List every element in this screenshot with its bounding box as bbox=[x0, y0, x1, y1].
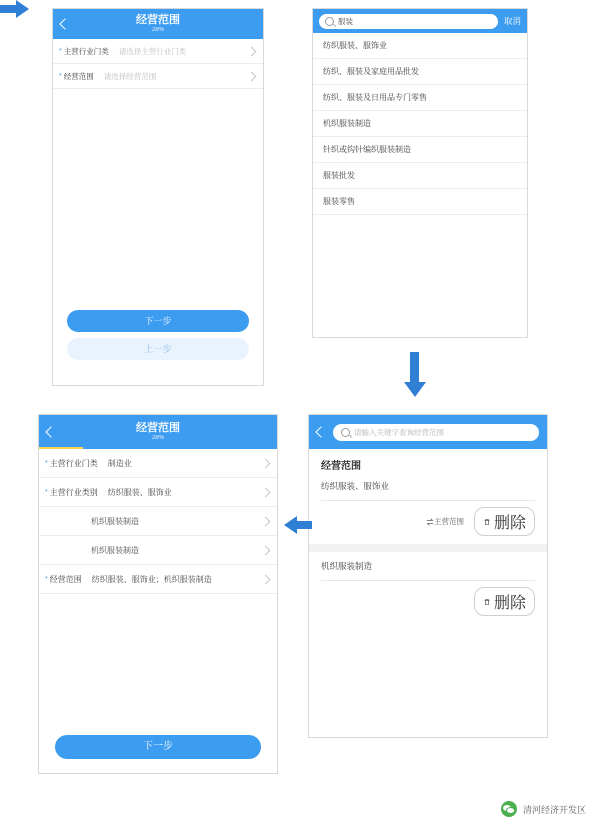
row-label: 主营行业门类 bbox=[63, 46, 109, 56]
row-value: 请选择主营行业门类 bbox=[118, 46, 187, 56]
row-value: 机织服装制造 bbox=[91, 545, 139, 555]
next-step-button[interactable]: 下一步 bbox=[55, 735, 261, 759]
footer-credit bbox=[501, 801, 586, 817]
search-cancel-button[interactable]: 取消 bbox=[503, 16, 521, 26]
list-item[interactable]: 服装零售 bbox=[313, 189, 527, 215]
back-chevron-icon[interactable] bbox=[317, 426, 329, 438]
form-row-industry-type[interactable] bbox=[39, 478, 277, 507]
list-item[interactable]: 纺织、服装及家庭用品批发 bbox=[313, 59, 527, 85]
delete-button[interactable] bbox=[474, 587, 535, 616]
delete-button[interactable] bbox=[474, 507, 535, 536]
back-chevron-icon[interactable] bbox=[61, 18, 73, 30]
footer-label: 清河经济开发区 bbox=[522, 804, 586, 815]
flow-arrow-left bbox=[282, 516, 312, 534]
row-label: 主营行业门类 bbox=[49, 458, 98, 468]
chevron-right-icon bbox=[261, 516, 271, 526]
chevron-right-icon bbox=[247, 46, 257, 56]
nav-search-bar bbox=[309, 415, 547, 449]
chevron-right-icon bbox=[247, 71, 257, 81]
trash-icon bbox=[483, 598, 491, 606]
search-icon bbox=[341, 428, 350, 437]
screen-scope-editor bbox=[308, 414, 548, 738]
page-title: 经营范围 bbox=[136, 14, 180, 27]
form-rows bbox=[39, 449, 277, 594]
chevron-right-icon bbox=[261, 545, 271, 555]
action-label: 主营范围 bbox=[433, 517, 464, 526]
required-marker: * bbox=[59, 72, 62, 80]
search-input[interactable] bbox=[319, 14, 498, 29]
required-marker: * bbox=[59, 47, 62, 55]
form-row-business-scope[interactable] bbox=[39, 565, 277, 594]
trash-icon bbox=[483, 518, 491, 526]
required-marker: * bbox=[45, 575, 48, 583]
page-title: 经营范围 bbox=[136, 422, 180, 435]
list-item[interactable]: 纺织、服装及日用品专门零售 bbox=[313, 85, 527, 111]
row-label: 主营行业类别 bbox=[49, 487, 98, 497]
scope-entry-2 bbox=[309, 552, 547, 580]
search-result-list bbox=[313, 33, 527, 215]
form-row-subcategory-1[interactable] bbox=[39, 507, 277, 536]
nav-bar bbox=[53, 9, 263, 39]
screen-search-results bbox=[312, 8, 528, 338]
search-placeholder: 请输入关键字查询经营范围 bbox=[354, 427, 444, 437]
search-input[interactable] bbox=[333, 424, 539, 441]
set-main-scope-button[interactable] bbox=[426, 516, 464, 527]
list-item[interactable]: 针织或钩针编织服装制造 bbox=[313, 137, 527, 163]
wechat-icon bbox=[501, 801, 517, 817]
chevron-right-icon bbox=[261, 487, 271, 497]
row-value: 机织服装制造 bbox=[91, 516, 139, 526]
form-row-subcategory-2[interactable] bbox=[39, 536, 277, 565]
form-rows bbox=[53, 39, 263, 89]
required-marker: * bbox=[45, 459, 48, 467]
progress-label: 28% bbox=[151, 27, 164, 34]
row-label: 经营范围 bbox=[49, 574, 82, 584]
swap-icon bbox=[426, 518, 434, 526]
flow-arrow-down bbox=[404, 352, 426, 400]
screen-business-scope-filled bbox=[38, 414, 278, 774]
row-value: 纺织服装、服饰业 bbox=[107, 487, 172, 497]
screen-business-scope-empty bbox=[52, 8, 264, 386]
progress-underline bbox=[39, 447, 83, 449]
scope-panel bbox=[309, 449, 547, 500]
prev-step-button[interactable]: 上一步 bbox=[67, 338, 249, 360]
nav-bar bbox=[39, 415, 277, 449]
row-value: 请选择经营范围 bbox=[103, 71, 157, 81]
section-divider bbox=[309, 544, 547, 552]
list-item[interactable]: 纺织服装、服饰业 bbox=[313, 33, 527, 59]
chevron-right-icon bbox=[261, 458, 271, 468]
entry-actions-2 bbox=[309, 581, 547, 624]
scope-entry-name: 机织服装制造 bbox=[321, 561, 373, 571]
next-step-button[interactable]: 下一步 bbox=[67, 310, 249, 332]
action-label: 删除 bbox=[493, 595, 526, 612]
search-icon bbox=[325, 17, 334, 26]
back-chevron-icon[interactable] bbox=[47, 426, 59, 438]
action-label: 删除 bbox=[493, 515, 526, 532]
list-item[interactable]: 机织服装制造 bbox=[313, 111, 527, 137]
list-item[interactable]: 服装批发 bbox=[313, 163, 527, 189]
chevron-right-icon bbox=[261, 574, 271, 584]
progress-label: 28% bbox=[151, 435, 164, 442]
row-label: 经营范围 bbox=[63, 71, 94, 81]
required-marker: * bbox=[45, 488, 48, 496]
form-row-industry-category[interactable] bbox=[53, 39, 263, 64]
entry-actions-1 bbox=[309, 501, 547, 544]
scope-entry-name: 纺织服装、服饰业 bbox=[321, 481, 390, 491]
row-value: 纺织服装、服饰业；机织服装制造 bbox=[91, 574, 212, 584]
search-input-value: 服装 bbox=[338, 16, 353, 26]
panel-title: 经营范围 bbox=[321, 461, 361, 472]
flow-arrow-right-1 bbox=[0, 0, 32, 18]
row-value: 制造业 bbox=[107, 458, 132, 468]
form-row-business-scope[interactable] bbox=[53, 64, 263, 89]
search-bar bbox=[313, 9, 527, 33]
form-row-industry-category[interactable] bbox=[39, 449, 277, 478]
